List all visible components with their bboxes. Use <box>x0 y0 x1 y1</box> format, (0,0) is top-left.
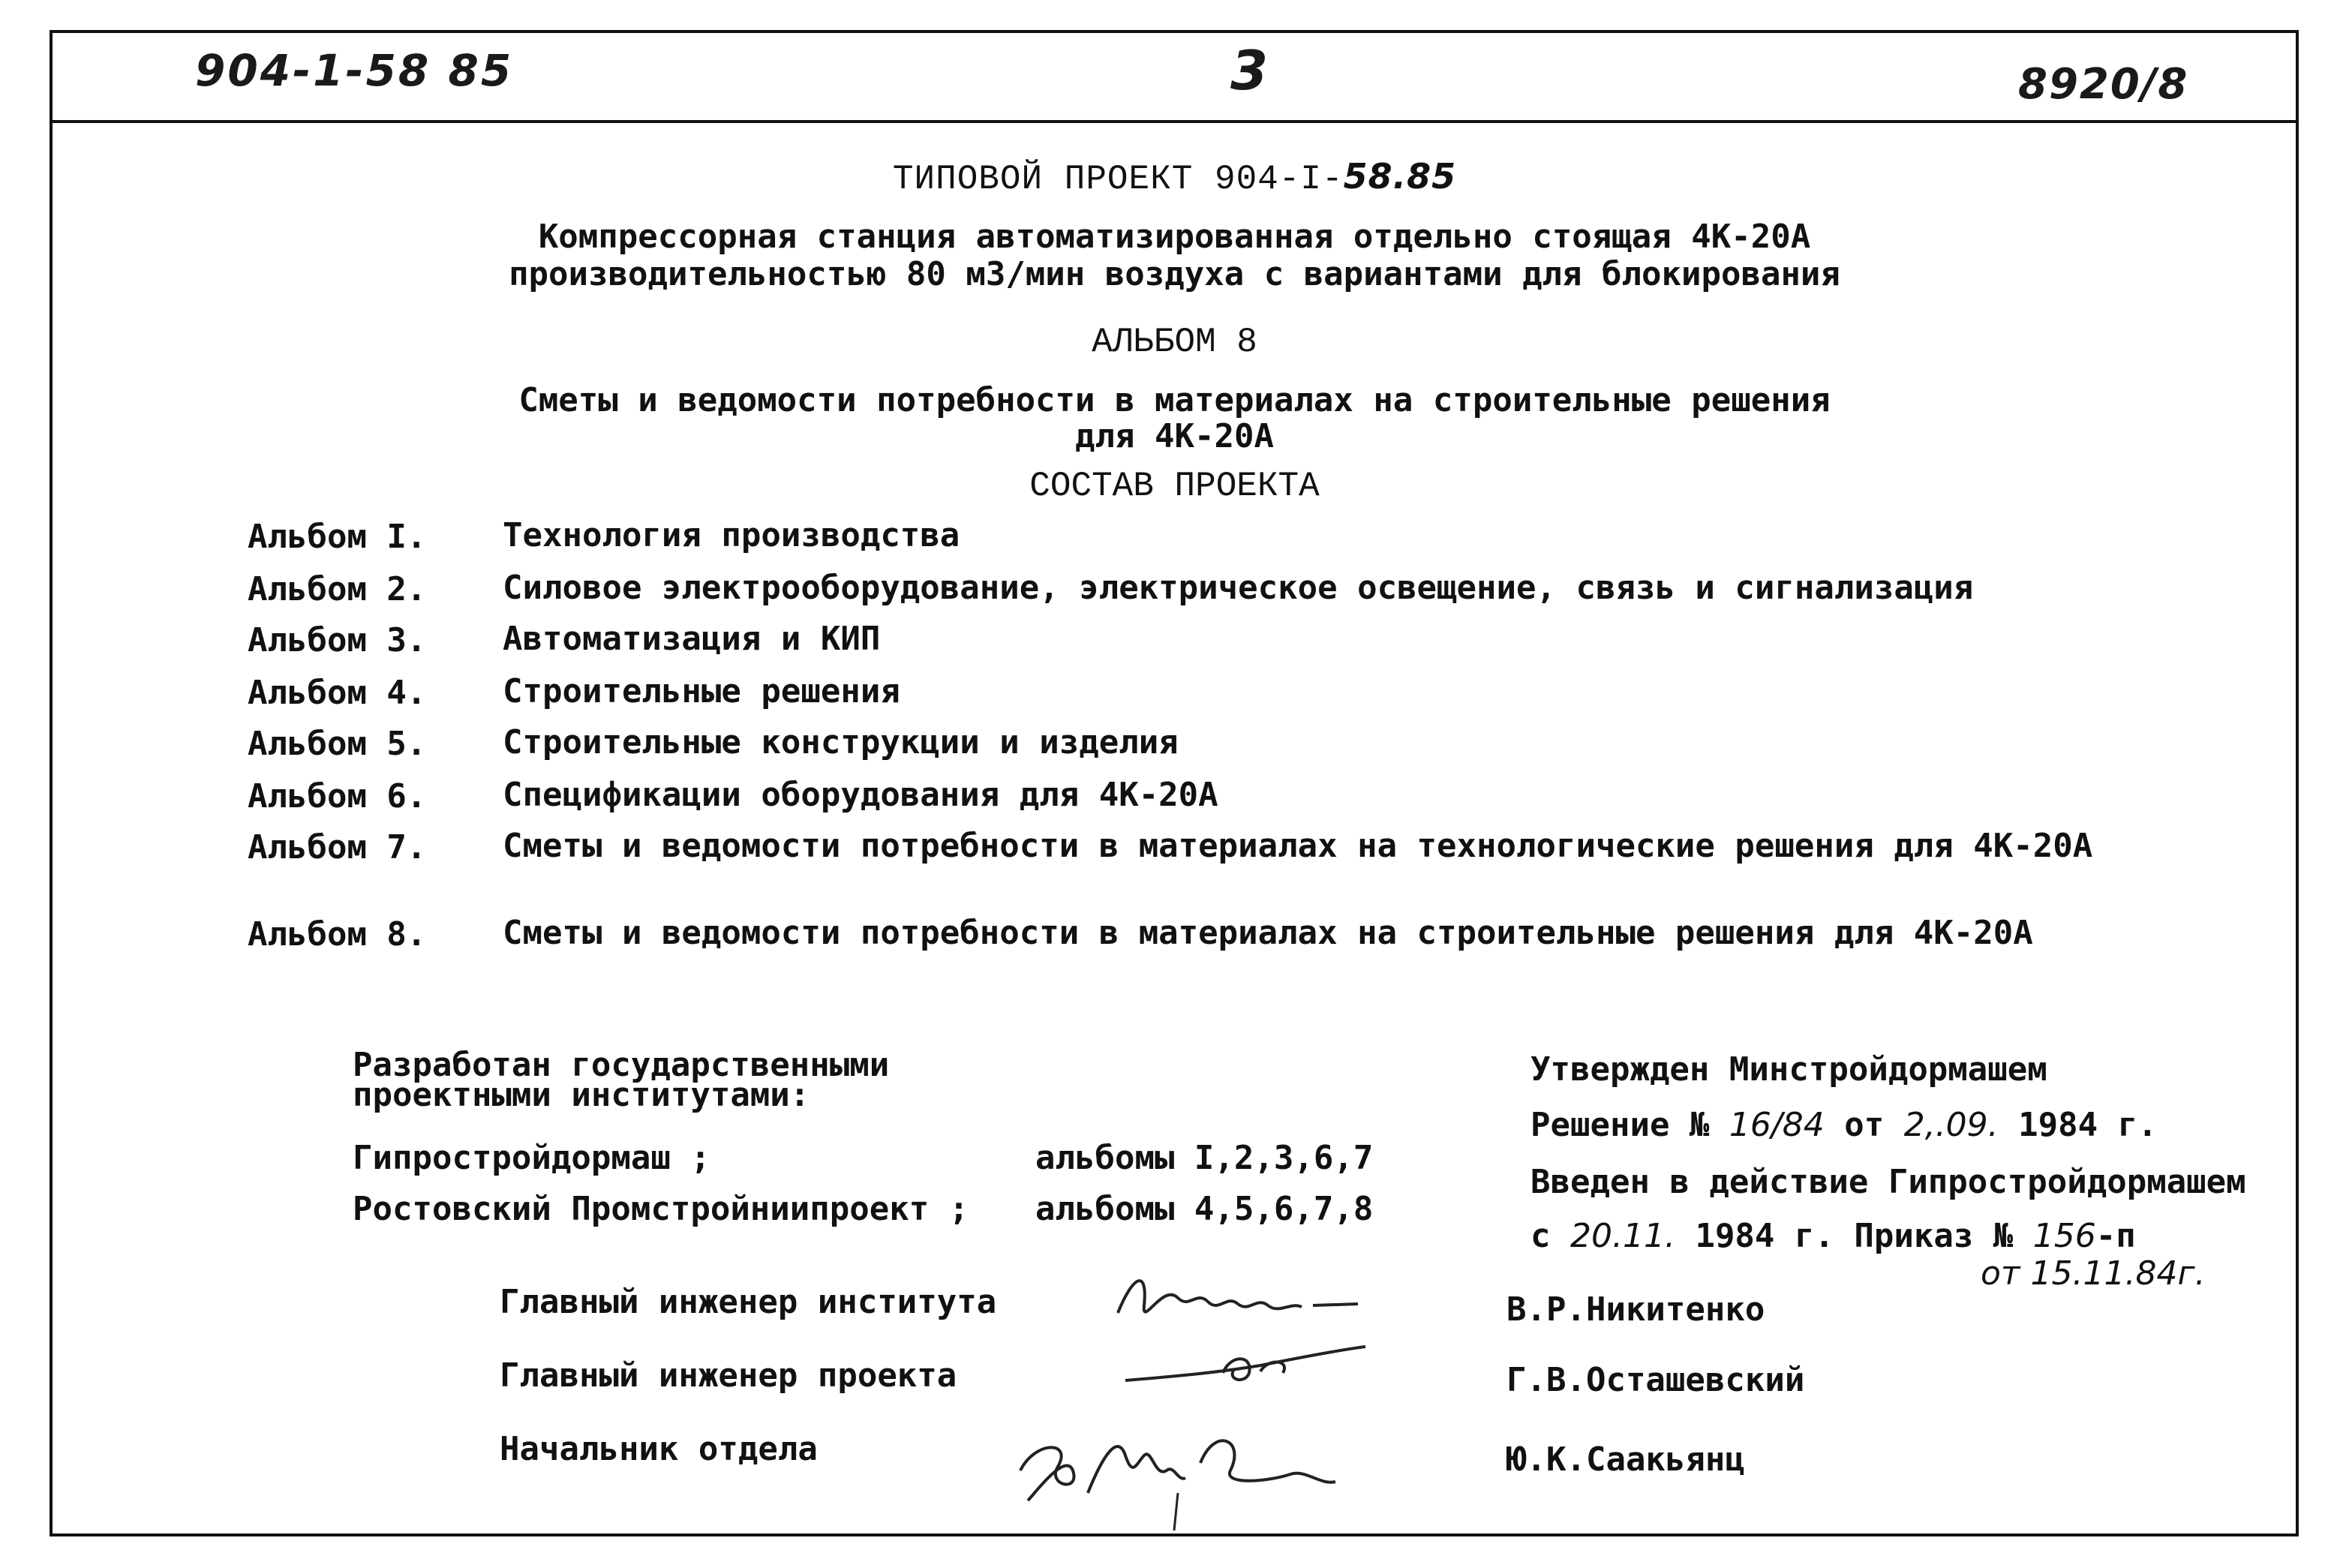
decision-date: 2,.09. <box>1903 1106 1999 1144</box>
subtitle-line-2: производительностью 80 м3/мин воздуха с вариантами для блокирования <box>509 255 1840 293</box>
decision-year: 1984 г. <box>2018 1106 2158 1144</box>
album-desc: Строительные решения <box>503 672 900 710</box>
album-list <box>248 518 2273 990</box>
header-divider <box>50 120 2299 123</box>
from-date: 20.11. <box>1570 1217 1675 1255</box>
approval-enacted: Введен в действие Гипростройдормашем <box>1530 1163 2246 1201</box>
album-label: Альбом 2. <box>248 570 427 608</box>
institute-albums: альбомы I,2,3,6,7 <box>1035 1139 1374 1177</box>
approval-line-1: Утвержден Минстройдормашем <box>1530 1050 2047 1089</box>
decision-from: от <box>1844 1106 1885 1144</box>
decision-prefix: Решение № <box>1530 1106 1710 1144</box>
decision-number: 16/84 <box>1729 1106 1825 1144</box>
signature-name: Г.В.Осташевский <box>1506 1361 1805 1399</box>
project-code-left: 904-1-58 85 <box>195 45 514 96</box>
order-text: 1984 г. Приказ № <box>1695 1217 2014 1255</box>
album-list-item <box>248 518 2273 570</box>
signature-chief-engineer-project <box>1110 1335 1380 1403</box>
album-label: Альбом I. <box>248 518 427 556</box>
order-date: от 15.11.84г. <box>1981 1254 2206 1293</box>
signature-role: Начальник отдела <box>500 1430 818 1468</box>
signature-department-head <box>1005 1410 1350 1538</box>
order-suffix: -п <box>2095 1217 2136 1255</box>
album-label: Альбом 4. <box>248 674 427 712</box>
album-label: Альбом 5. <box>248 725 427 763</box>
album-list-item <box>248 915 2273 990</box>
album-description-line-1: Сметы и ведомости потребности в материалах на строительные решения <box>518 381 1831 419</box>
project-title-prefix: ТИПОВОЙ ПРОЕКТ 904-I- <box>892 160 1344 199</box>
album-list-item <box>248 828 2273 915</box>
album-desc: Автоматизация и КИП <box>503 620 881 658</box>
album-label: Альбом 3. <box>248 621 427 659</box>
album-label: Альбом 7. <box>248 828 427 867</box>
institute-albums: альбомы 4,5,6,7,8 <box>1035 1190 1374 1228</box>
album-label: Альбом 8. <box>248 915 427 954</box>
album-heading: АЛЬБОМ 8 <box>1092 323 1257 362</box>
album-description-line-2: для 4К-20А <box>1075 417 1274 455</box>
institute-name: Ростовский Промстройниипроект ; <box>353 1190 969 1228</box>
page-number: 3 <box>1230 39 1269 102</box>
album-list-item <box>248 777 2273 828</box>
order-number: 156 <box>2032 1217 2096 1255</box>
signature-role: Главный инженер проекта <box>500 1356 957 1395</box>
album-desc: Силовое электрооборудование, электрическое освещение, связь и сигнализация <box>503 569 1974 607</box>
album-list-item <box>248 570 2273 621</box>
project-code-right: 8920/8 <box>2018 60 2189 109</box>
album-desc: Строительные конструкции и изделия <box>503 723 1179 761</box>
composition-title: СОСТАВ ПРОЕКТА <box>1029 467 1320 506</box>
institute-name: Гипростройдормаш ; <box>353 1139 710 1177</box>
album-list-item <box>248 725 2273 777</box>
project-title-number: 58.85 <box>1343 156 1457 197</box>
signature-name: Ю.К.Саакьянц <box>1506 1440 1745 1479</box>
approval-decision <box>1530 1106 2158 1144</box>
album-list-item <box>248 674 2273 725</box>
album-desc: Сметы и ведомости потребности в материалах на технологические решения для 4К-20А <box>503 827 2093 865</box>
developed-by-line-1: Разработан государственными <box>353 1046 890 1084</box>
project-title <box>0 156 2349 199</box>
album-desc: Спецификации оборудования для 4К-20А <box>503 776 1218 814</box>
signature-name: В.Р.Никитенко <box>1506 1290 1765 1329</box>
album-desc: Сметы и ведомости потребности в материалах на строительные решения для 4К-20А <box>503 914 2033 952</box>
album-label: Альбом 6. <box>248 777 427 816</box>
album-desc: Технология производства <box>503 516 960 554</box>
from-prefix: с <box>1530 1217 1551 1255</box>
signature-role: Главный инженер института <box>500 1283 997 1321</box>
approval-order <box>1530 1217 2136 1255</box>
developed-by-line-2: проектными институтами: <box>353 1076 810 1114</box>
signature-chief-engineer-institute <box>1103 1260 1373 1343</box>
subtitle-line-1: Компрессорная станция автоматизированная отдельно стоящая 4К-20А <box>538 218 1811 256</box>
album-list-item <box>248 621 2273 674</box>
developed-by <box>353 1046 890 1114</box>
